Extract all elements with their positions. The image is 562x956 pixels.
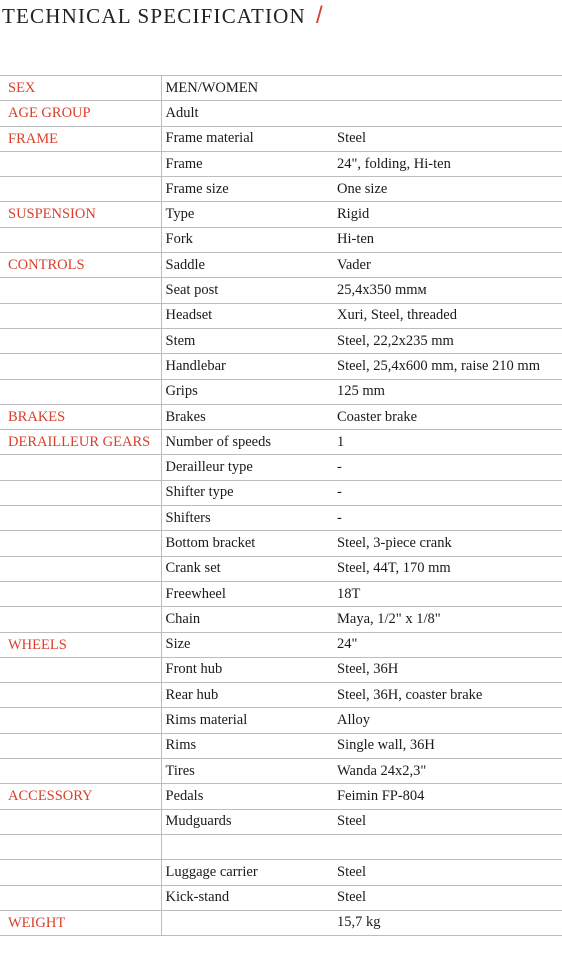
table-row — [0, 328, 562, 353]
category-cell — [0, 227, 161, 252]
spec-label-cell: MEN/WOMEN — [161, 76, 333, 101]
spec-value-cell: - — [333, 480, 562, 505]
spec-label-cell — [161, 910, 333, 935]
spec-label-cell: Derailleur type — [161, 455, 333, 480]
spec-value-cell: Coaster brake — [333, 404, 562, 429]
table-row — [0, 759, 562, 784]
table-row — [0, 177, 562, 202]
category-cell: WHEELS — [0, 632, 161, 657]
category-cell — [0, 708, 161, 733]
spec-label-cell: Luggage carrier — [161, 860, 333, 885]
table-row — [0, 885, 562, 910]
table-row — [0, 303, 562, 328]
table-row — [0, 354, 562, 379]
category-cell — [0, 885, 161, 910]
spec-label-cell: Frame material — [161, 126, 333, 151]
spec-value-cell: Wanda 24x2,3" — [333, 759, 562, 784]
table-row — [0, 657, 562, 682]
category-cell: AGE GROUP — [0, 101, 161, 126]
category-cell: SUSPENSION — [0, 202, 161, 227]
spec-value-cell: Steel — [333, 860, 562, 885]
spec-label-cell: Size — [161, 632, 333, 657]
category-cell — [0, 809, 161, 834]
category-cell — [0, 683, 161, 708]
spec-value-cell: Steel, 44T, 170 mm — [333, 556, 562, 581]
category-cell — [0, 581, 161, 606]
spec-value-cell: Hi-ten — [333, 227, 562, 252]
category-cell — [0, 303, 161, 328]
spec-value-cell — [333, 76, 562, 101]
spec-label-cell: Handlebar — [161, 354, 333, 379]
table-row — [0, 455, 562, 480]
category-cell — [0, 379, 161, 404]
spec-value-cell: Steel, 36H — [333, 657, 562, 682]
category-cell — [0, 177, 161, 202]
spec-label-cell: Grips — [161, 379, 333, 404]
category-cell — [0, 607, 161, 632]
category-cell — [0, 328, 161, 353]
spec-label-cell — [161, 834, 333, 859]
spec-value-cell: Vader — [333, 253, 562, 278]
category-cell: DERAILLEUR GEARS — [0, 430, 161, 455]
spec-label-cell: Adult — [161, 101, 333, 126]
spec-value-cell: 25,4x350 mmм — [333, 278, 562, 303]
spec-label-cell: Pedals — [161, 784, 333, 809]
spec-value-cell: 15,7 kg — [333, 910, 562, 935]
spec-value-cell: 24" — [333, 632, 562, 657]
spec-value-cell: Steel, 25,4x600 mm, raise 210 mm — [333, 354, 562, 379]
spec-value-cell: 18T — [333, 581, 562, 606]
table-row — [0, 910, 562, 935]
spec-value-cell — [333, 834, 562, 859]
spec-label-cell: Rims — [161, 733, 333, 758]
table-row — [0, 101, 562, 126]
spec-label-cell: Brakes — [161, 404, 333, 429]
spec-value-cell: One size — [333, 177, 562, 202]
spec-label-cell: Frame — [161, 151, 333, 176]
table-row — [0, 126, 562, 151]
spec-label-cell: Saddle — [161, 253, 333, 278]
spec-table — [0, 75, 562, 936]
accent-slash-icon: / — [316, 2, 323, 29]
table-row — [0, 632, 562, 657]
category-cell — [0, 733, 161, 758]
category-cell — [0, 860, 161, 885]
spec-value-cell: 125 mm — [333, 379, 562, 404]
category-cell — [0, 151, 161, 176]
spec-value-cell: Maya, 1/2" x 1/8" — [333, 607, 562, 632]
spec-value-cell: Alloy — [333, 708, 562, 733]
category-cell — [0, 759, 161, 784]
category-cell: FRAME — [0, 126, 161, 151]
spec-label-cell: Shifter type — [161, 480, 333, 505]
spec-value-cell: 24", folding, Hi-ten — [333, 151, 562, 176]
spec-label-cell: Tires — [161, 759, 333, 784]
spec-value-cell: 1 — [333, 430, 562, 455]
spec-label-cell: Fork — [161, 227, 333, 252]
table-row — [0, 76, 562, 101]
spec-label-cell: Shifters — [161, 506, 333, 531]
spec-value-cell: Steel, 3-piece crank — [333, 531, 562, 556]
category-cell — [0, 531, 161, 556]
spec-label-cell: Frame size — [161, 177, 333, 202]
spec-value-cell: Single wall, 36H — [333, 733, 562, 758]
table-row — [0, 556, 562, 581]
spec-value-cell: Steel — [333, 809, 562, 834]
category-cell — [0, 278, 161, 303]
spec-label-cell: Seat post — [161, 278, 333, 303]
page-title: TECHNICAL SPECIFICATION — [2, 4, 306, 28]
table-row — [0, 278, 562, 303]
table-row — [0, 202, 562, 227]
category-cell: SEX — [0, 76, 161, 101]
category-cell — [0, 480, 161, 505]
spec-label-cell: Rims material — [161, 708, 333, 733]
spec-value-cell: Rigid — [333, 202, 562, 227]
table-row — [0, 404, 562, 429]
category-cell — [0, 455, 161, 480]
category-cell — [0, 354, 161, 379]
table-row — [0, 834, 562, 859]
spec-value-cell: Steel, 22,2x235 mm — [333, 328, 562, 353]
table-row — [0, 581, 562, 606]
spec-label-cell: Kick-stand — [161, 885, 333, 910]
category-cell — [0, 506, 161, 531]
spec-label-cell: Bottom bracket — [161, 531, 333, 556]
category-cell — [0, 657, 161, 682]
table-row — [0, 809, 562, 834]
spec-value-cell: Feimin FP-804 — [333, 784, 562, 809]
spec-label-cell: Stem — [161, 328, 333, 353]
spec-value-cell: Steel, 36H, coaster brake — [333, 683, 562, 708]
spec-label-cell: Front hub — [161, 657, 333, 682]
table-row — [0, 506, 562, 531]
spec-label-cell: Headset — [161, 303, 333, 328]
category-cell: BRAKES — [0, 404, 161, 429]
spec-value-cell: Xuri, Steel, threaded — [333, 303, 562, 328]
spec-value-cell: Steel — [333, 885, 562, 910]
spec-label-cell: Freewheel — [161, 581, 333, 606]
table-row — [0, 227, 562, 252]
table-row — [0, 531, 562, 556]
spec-value-cell: Steel — [333, 126, 562, 151]
table-row — [0, 430, 562, 455]
category-cell — [0, 834, 161, 859]
table-row — [0, 784, 562, 809]
category-cell: WEIGHT — [0, 910, 161, 935]
category-cell: CONTROLS — [0, 253, 161, 278]
spec-value-cell: - — [333, 455, 562, 480]
spec-value-cell: - — [333, 506, 562, 531]
table-row — [0, 480, 562, 505]
table-row — [0, 151, 562, 176]
table-row — [0, 683, 562, 708]
spec-label-cell: Rear hub — [161, 683, 333, 708]
table-row — [0, 860, 562, 885]
category-cell: ACCESSORY — [0, 784, 161, 809]
table-row — [0, 253, 562, 278]
spec-label-cell: Chain — [161, 607, 333, 632]
spec-label-cell: Mudguards — [161, 809, 333, 834]
table-row — [0, 708, 562, 733]
spec-label-cell: Number of speeds — [161, 430, 333, 455]
category-cell — [0, 556, 161, 581]
spec-label-cell: Type — [161, 202, 333, 227]
table-row — [0, 607, 562, 632]
spec-value-cell — [333, 101, 562, 126]
table-row — [0, 379, 562, 404]
table-row — [0, 733, 562, 758]
spec-label-cell: Crank set — [161, 556, 333, 581]
